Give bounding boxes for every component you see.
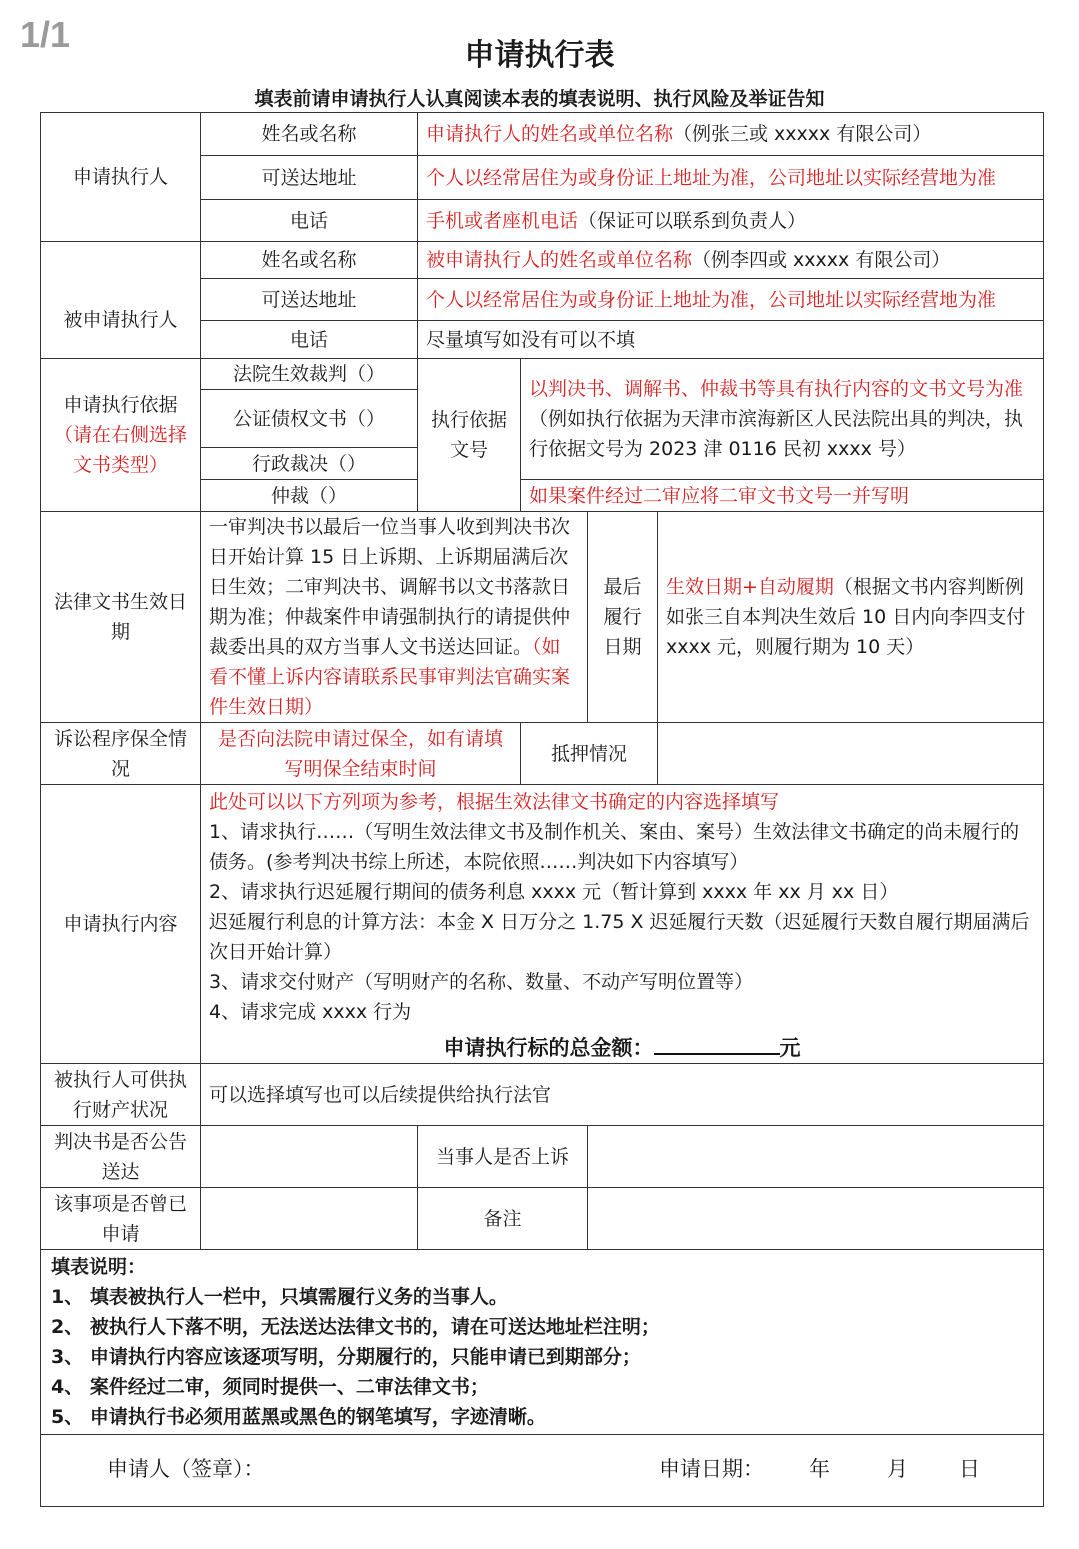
respondent-name-example: （例李四或 xxxxx 有限公司） [692, 249, 951, 271]
content-label: 申请执行内容 [41, 785, 201, 1064]
applicant-name-hint: 申请执行人的姓名或单位名称 [426, 123, 674, 145]
deadline-hint: 生效日期+自动履期 [666, 576, 834, 598]
applicant-address-field[interactable]: 个人以经常居住为或身份证上地址为准，公司地址以实际经营地为准 [418, 156, 1044, 200]
service-label: 判决书是否公告送达 [41, 1126, 201, 1188]
basis-doc-no-label: 执行依据文号 [418, 359, 521, 512]
appeal-field[interactable] [588, 1126, 1044, 1188]
basis-label-hint: （请在右侧选择文书类型） [53, 424, 187, 476]
instruction-item: 5、 申请执行书必须用蓝黑或黑色的钢笔填写，字迹清晰。 [51, 1406, 546, 1428]
applicant-phone-hint: 手机或者座机电话 [426, 209, 579, 232]
content-field[interactable] [201, 785, 1044, 1064]
total-amount-input[interactable] [654, 1031, 780, 1055]
date-label: 申请日期： [659, 1456, 764, 1481]
content-line-5: 4、请求完成 xxxx 行为 [209, 1001, 412, 1023]
respondent-label: 被申请执行人 [41, 242, 201, 359]
total-amount-label: 申请执行标的总金额： [443, 1036, 654, 1060]
effective-field[interactable] [201, 512, 588, 723]
signature-row [41, 1435, 1044, 1507]
basis-label-cell [41, 359, 201, 512]
prior-label: 该事项是否曾已申请 [41, 1188, 201, 1250]
application-form [40, 112, 1044, 1507]
applicant-phone-note: （保证可以联系到负责人） [578, 209, 807, 232]
property-field[interactable]: 可以选择填写也可以后续提供给执行法官 [201, 1064, 1044, 1126]
prior-field[interactable] [201, 1188, 418, 1250]
basis-option-notary[interactable]: 公证债权文书（） [201, 390, 418, 448]
date-day[interactable]: 日 [959, 1456, 980, 1481]
applicant-name-field[interactable] [418, 113, 1044, 156]
respondent-address-label: 可送达地址 [201, 279, 418, 321]
respondent-name-label: 姓名或名称 [201, 242, 418, 279]
basis-option-administrative[interactable]: 行政裁决（） [201, 448, 418, 480]
effective-text-red: （如看不懂上诉内容请联系民事审判法官确实案件生效日期） [209, 636, 571, 718]
page-subtitle: 填表前请申请执行人认真阅读本表的填表说明、执行风险及举证告知 [254, 88, 825, 110]
basis-doc-no-hint: 以判决书、调解书、仲裁书等具有执行内容的文书文号为准 [529, 378, 1024, 400]
instructions-title: 填表说明： [51, 1256, 147, 1278]
remark-label: 备注 [418, 1188, 588, 1250]
applicant-phone-field[interactable] [418, 200, 1044, 242]
content-line-1: 1、请求执行……（写明生效法律文书及制作机关、案由、案号）生效法律文书确定的尚未履行的债务。(参考判决书综上所述，本院依照……判决如下内容填写） [209, 821, 1020, 873]
date-year[interactable]: 年 [809, 1456, 830, 1481]
basis-second-instance-hint: 如果案件经过二审应将二审文书文号一并写明 [521, 480, 1044, 512]
total-amount-unit: 元 [779, 1036, 801, 1060]
mortgage-label: 抵押情况 [521, 723, 658, 785]
page-title: 申请执行表 [464, 38, 615, 73]
preservation-field[interactable]: 是否向法院申请过保全，如有请填写明保全结束时间 [201, 723, 521, 785]
applicant-signature-label[interactable]: 申请人（签章）： [107, 1456, 265, 1481]
respondent-name-field[interactable] [418, 242, 1044, 279]
total-amount-row [209, 1031, 1035, 1063]
applicant-address-label: 可送达地址 [201, 156, 418, 200]
date-month[interactable]: 月 [887, 1456, 908, 1481]
instruction-item: 1、 填表被执行人一栏中，只填需履行义务的当事人。 [51, 1286, 508, 1308]
preservation-label: 诉讼程序保全情况 [41, 723, 201, 785]
instruction-item: 3、 申请执行内容应该逐项写明，分期履行的，只能申请已到期部分； [51, 1346, 641, 1368]
instruction-item: 2、 被执行人下落不明，无法送达法律文书的，请在可送达地址栏注明； [51, 1316, 660, 1338]
applicant-name-label: 姓名或名称 [201, 113, 418, 156]
mortgage-field[interactable] [658, 723, 1044, 785]
basis-doc-no-field[interactable] [521, 359, 1044, 480]
applicant-label: 申请执行人 [41, 113, 201, 242]
appeal-label: 当事人是否上诉 [418, 1126, 588, 1188]
respondent-phone-field[interactable]: 尽量填写如没有可以不填 [418, 321, 1044, 359]
effective-label: 法律文书生效日期 [41, 512, 201, 723]
deadline-field[interactable] [658, 512, 1044, 723]
content-line-2: 2、请求执行迟延履行期间的债务利息 xxxx 元（暂计算到 xxxx 年 xx 月 xx 日） [209, 881, 899, 903]
deadline-label: 最后履行日期 [588, 512, 658, 723]
respondent-name-hint: 被申请执行人的姓名或单位名称 [426, 249, 693, 271]
content-line-4: 3、请求交付财产（写明财产的名称、数量、不动产写明位置等） [209, 971, 754, 993]
respondent-phone-label: 电话 [201, 321, 418, 359]
applicant-name-example: （例张三或 xxxxx 有限公司） [673, 123, 932, 145]
service-field[interactable] [201, 1126, 418, 1188]
basis-doc-no-example: （例如执行依据为天津市滨海新区人民法院出具的判决，执行依据文号为 2023 津 0116 民初 xxxx 号） [529, 408, 1024, 460]
instruction-item: 4、 案件经过二审，须同时提供一、二审法律文书； [51, 1376, 489, 1398]
content-line-3: 迟延履行利息的计算方法：本金 X 日万分之 1.75 X 迟延履行天数（迟延履行天数自履行期届满后次日开始计算） [209, 911, 1030, 963]
basis-option-arbitration[interactable]: 仲裁（） [201, 480, 418, 512]
page-indicator: 1/1 [20, 14, 71, 55]
respondent-address-field[interactable]: 个人以经常居住为或身份证上地址为准，公司地址以实际经营地为准 [418, 279, 1044, 321]
remark-field[interactable] [588, 1188, 1044, 1250]
property-label: 被执行人可供执行财产状况 [41, 1064, 201, 1126]
instructions [41, 1250, 1044, 1435]
applicant-phone-label: 电话 [201, 200, 418, 242]
basis-option-court[interactable]: 法院生效裁判（） [201, 359, 418, 390]
basis-label: 申请执行依据 [63, 394, 178, 416]
content-intro: 此处可以以下方列项为参考，根据生效法律文书确定的内容选择填写 [209, 791, 780, 813]
deadline-example: （根据文书内容判断例如张三自本判决生效后 10 日内向李四支付 xxxx 元，则履行期为 10 天） [666, 576, 1026, 658]
effective-text: 一审判决书以最后一位当事人收到判决书次日开始计算 15 日上诉期、上诉期届满后次日生效；二审判决书、调解书以文书落款日期为准；仲裁案件申请强制执行的请提供仲裁委出具的双方当事人文书送达回证。 [209, 516, 571, 658]
